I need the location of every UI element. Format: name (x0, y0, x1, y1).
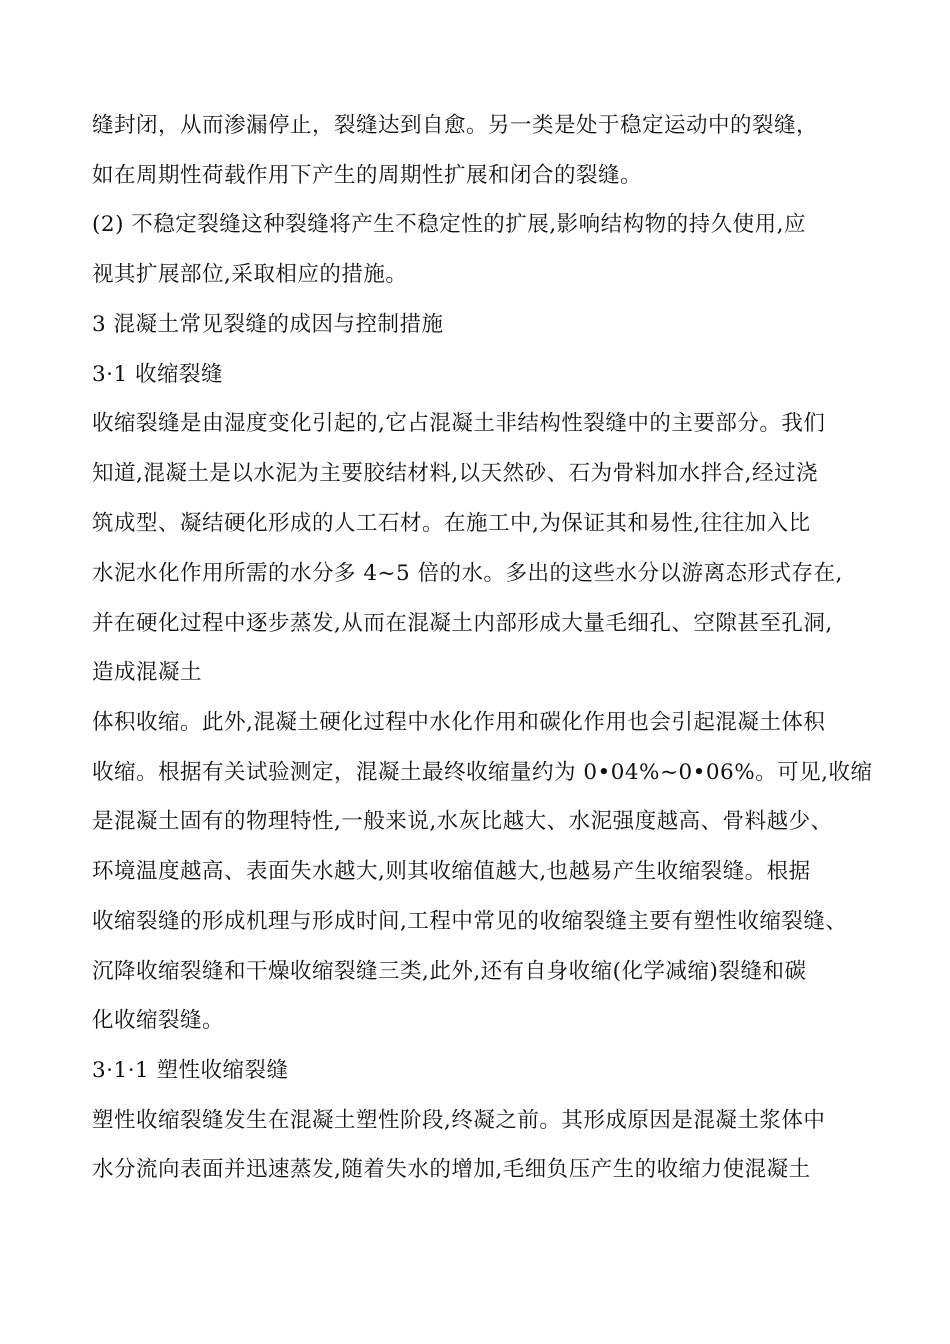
subsection-heading: 3·1 收缩裂缝 (92, 362, 224, 387)
text-line: 缝封闭，从而渗漏停止，裂缝达到自愈。另一类是处于稳定运动中的裂缝， (92, 113, 819, 138)
text-line: 收缩裂缝是由湿度变化引起的,它占混凝土非结构性裂缝中的主要部分。我们 (92, 411, 826, 436)
text-line: 造成混凝土 (92, 660, 203, 685)
text-line: 收缩。根据有关试验测定，混凝土最终收缩量约为 0•04%~0•06%。可见,收缩 (92, 760, 873, 785)
text-line: 并在硬化过程中逐步蒸发,从而在混凝土内部形成大量毛细孔、空隙甚至孔洞, (92, 611, 833, 636)
text-line: 知道,混凝土是以水泥为主要胶结材料,以天然砂、石为骨料加水拌合,经过浇 (92, 461, 819, 486)
text-line: 筑成型、凝结硬化形成的人工石材。在施工中,为保证其和易性,往往加入比 (92, 511, 811, 536)
text-line: 视其扩展部位,采取相应的措施。 (92, 262, 408, 287)
text-line: 是混凝土固有的物理特性,一般来说,水灰比越大、水泥强度越高、骨料越少、 (92, 809, 833, 834)
text-line: 化收缩裂缝。 (92, 1008, 225, 1033)
text-line: 环境温度越高、表面失水越大,则其收缩值越大,也越易产生收缩裂缝。根据 (92, 859, 811, 884)
text-line: 收缩裂缝的形成机理与形成时间,工程中常见的收缩裂缝主要有塑性收缩裂缝、 (92, 909, 848, 934)
text-line: 如在周期性荷载作用下产生的周期性扩展和闭合的裂缝。 (92, 163, 643, 188)
text-line: 塑性收缩裂缝发生在混凝土塑性阶段,终凝之前。其形成原因是混凝土浆体中 (92, 1108, 826, 1133)
text-line: 沉降收缩裂缝和干燥收缩裂缝三类,此外,还有自身收缩(化学减缩)裂缝和碳 (92, 959, 807, 984)
text-line: 体积收缩。此外,混凝土硬化过程中水化作用和碳化作用也会引起混凝土体积 (92, 710, 826, 735)
text-line: 水分流向表面并迅速蒸发,随着失水的增加,毛细负压产生的收缩力使混凝土 (92, 1157, 811, 1182)
text-line: 水泥水化作用所需的水分多 4~5 倍的水。多出的这些水分以游离态形式存在, (92, 561, 843, 586)
section-heading: 3 混凝土常见裂缝的成因与控制措施 (92, 312, 444, 337)
subsection-heading: 3·1·1 塑性收缩裂缝 (92, 1058, 289, 1083)
text-line: (2) 不稳定裂缝这种裂缝将产生不稳定性的扩展,影响结构物的持久使用,应 (92, 212, 806, 237)
